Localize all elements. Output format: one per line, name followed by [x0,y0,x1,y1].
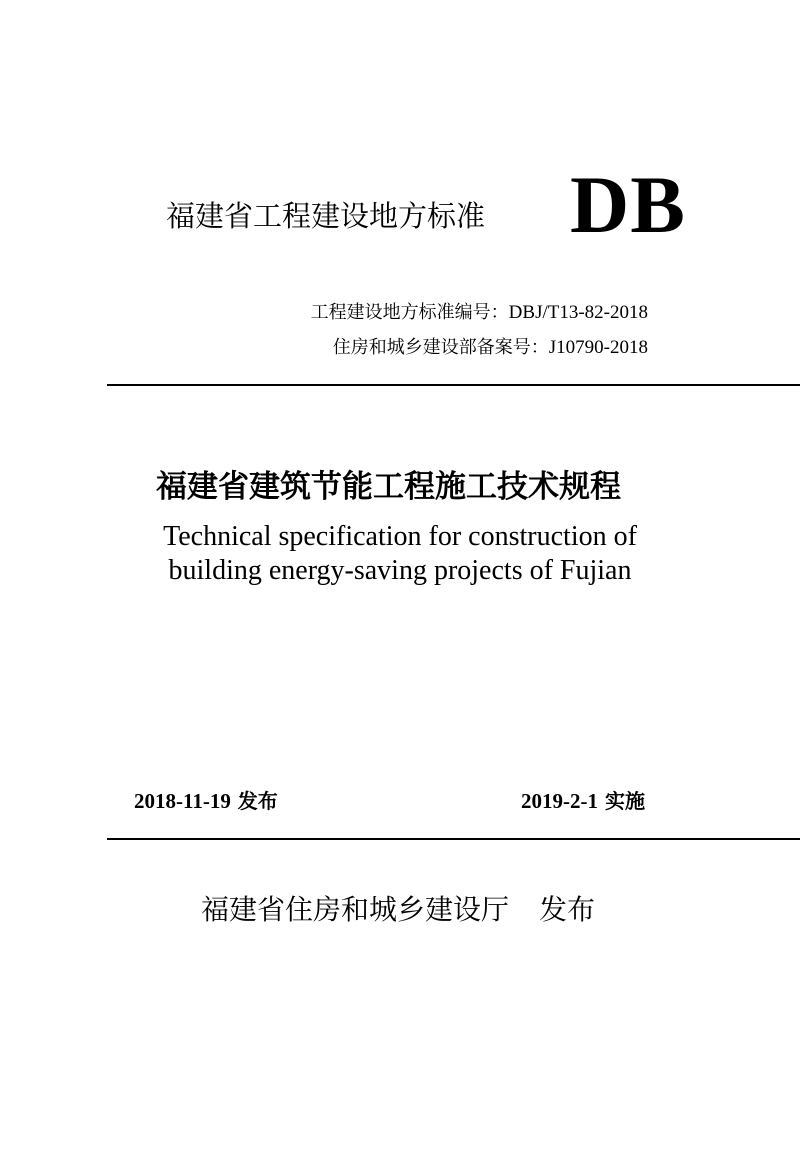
publisher-line [201,891,595,929]
publisher-name: 福建省住房和城乡建设厅 [201,893,510,926]
issue-date [134,786,278,816]
publisher-action: 发布 [539,893,596,926]
standard-number-line [311,301,648,325]
standard-category: 福建省工程建设地方标准 [166,199,486,233]
issue-date-value: 2018-11-19 [134,789,231,813]
standard-number-label: 工程建设地方标准编号： [310,302,509,323]
standard-number-value: DBJ/T13-82-2018 [508,302,648,323]
record-number-label: 住房和城乡建设部备案号： [332,337,549,358]
effective-date [521,786,645,816]
top-divider [107,384,800,386]
issue-date-word: 发布 [237,789,278,813]
db-mark: DB [570,159,686,250]
document-title-en-line2: building energy-saving projects of Fujian [168,555,632,586]
record-number-line [333,336,648,360]
bottom-divider [107,838,800,840]
effective-date-word: 实施 [604,789,645,813]
effective-date-value: 2019-2-1 [521,789,598,813]
document-title-en-line1: Technical specification for construction of [163,521,637,552]
record-number-value: J10790-2018 [548,337,648,358]
document-title-cn: 福建省建筑节能工程施工技术规程 [156,469,621,505]
